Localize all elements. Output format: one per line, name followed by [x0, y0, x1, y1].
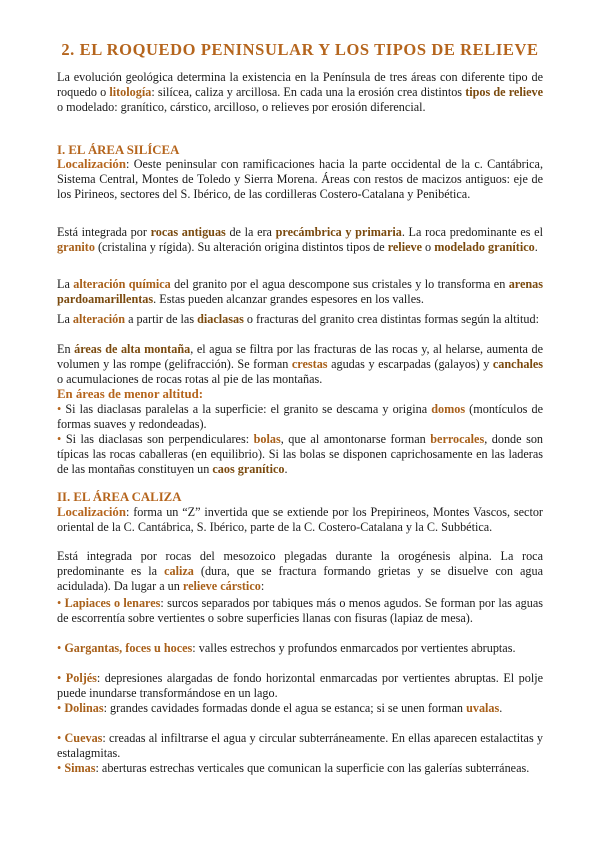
silicea-localizacion: Localización: Oeste peninsular con ramificaciones hacia la parte occidental de la c. Cantábrica, Sistema Central, Montes de Toledo y Sierra Morena. Áreas con restos de macizos antiguos: eje de los Pirineos, sectores del S. Ibérico, de las cordilleras Costero-Catalana y Penibética. [57, 157, 543, 201]
caliza-item-cuevas: • Cuevas: creadas al infiltrarse el agua y circular subterráneamente. En ellas aparecen estalactitas y estalagmitas. [57, 731, 544, 760]
section-heading-caliza: II. EL ÁREA CALIZA [57, 490, 182, 504]
localizacion-label: Localización [57, 157, 126, 171]
silicea-paragraph-alta-montana: En áreas de alta montaña, el agua se filtra por las fracturas de las rocas y, al helarse, aumenta de volumen y las rompe (gelifracción). Se forman crestas agudas y escarpadas (galayos) y canchales o acumulaciones de rocas rotas al pie de las montañas. [57, 342, 543, 386]
caliza-localizacion: Localización: forma un “Z” invertida que se extiende por los Prepirineos, Montes Vascos, sector oriental de la C. Cantábrica, S. Ibérico, parte de la C. Costero-Catalana y la C. Subbética. [57, 505, 543, 534]
silicea-paragraph-rocas: Está integrada por rocas antiguas de la era precámbrica y primaria. La roca predominante es el granito (cristalina y rígida). Su alteración origina distintos tipos de relieve o modelado granítico. [57, 225, 543, 254]
keyword-tipos-relieve: tipos de relieve [465, 84, 544, 99]
silicea-paragraph-alteracion-quimica: La alteración química del granito por el agua descompone sus cristales y lo transforma en arenas pardoamarillentas. Estas pueden alcanzar grandes espesores en los valles. [57, 277, 543, 306]
silicea-bullet-bolas: • Si las diaclasas son perpendiculares: bolas, que al amontonarse forman berrocales, donde son típicas las rocas caballeras (en equilibrio). Si las bolas se disponen caprichosamente en las laderas de las montañas constituyen un caos granítico. [57, 432, 544, 476]
page-title: 2. EL ROQUEDO PENINSULAR Y LOS TIPOS DE RELIEVE [61, 40, 539, 59]
caliza-item-lapiaces: • Lapiaces o lenares: surcos separados por tabiques más o menos agudos. Se forman por las aguas de escorrentía sobre vertientes o sobre superficies llanas con fisuras (lapiaz de mesa). [57, 596, 543, 625]
caliza-item-poljes: • Poljés: depresiones alargadas de fondo horizontal enmarcadas por vertientes abruptas. El polje puede inundarse transformándose en un lago. [57, 671, 544, 700]
silicea-paragraph-menor-altitud: En áreas de menor altitud: [57, 387, 203, 401]
caliza-paragraph-rocas: Está integrada por rocas del mesozoico plegadas durante la orogénesis alpina. La roca predominante es la caliza (dura, que se fractura formando grietas y se disuelve con agua acidulada). Da lugar a un relieve cárstico: [57, 549, 543, 593]
caliza-item-gargantas: • Gargantas, foces u hoces: valles estrechos y profundos enmarcados por vertientes abruptas. [57, 641, 516, 655]
intro-paragraph: La evolución geológica determina la existencia en la Península de tres áreas con diferente tipo de roquedo o litología: silícea, caliza y arcillosa. En cada una la erosión crea distintos tipos de relieve o modelado: granítico, cárstico, arcilloso, o relieves por erosión diferencial. [57, 70, 544, 114]
caliza-item-dolinas: • Dolinas: grandes cavidades formadas donde el agua se estanca; si se unen forman uvalas. [57, 701, 503, 715]
silicea-paragraph-diaclasas: La alteración a partir de las diaclasas o fracturas del granito crea distintas formas según la altitud: [57, 312, 539, 326]
caliza-item-simas: • Simas: aberturas estrechas verticales que comunican la superficie con las galerías subterráneas. [57, 761, 530, 775]
silicea-bullet-domos: • Si las diaclasas paralelas a la superficie: el granito se descama y origina domos (montículos de formas suaves y redondeadas). [57, 402, 543, 431]
keyword-litologia: litología [109, 84, 152, 99]
section-heading-silicea: I. EL ÁREA SILÍCEA [57, 143, 180, 157]
